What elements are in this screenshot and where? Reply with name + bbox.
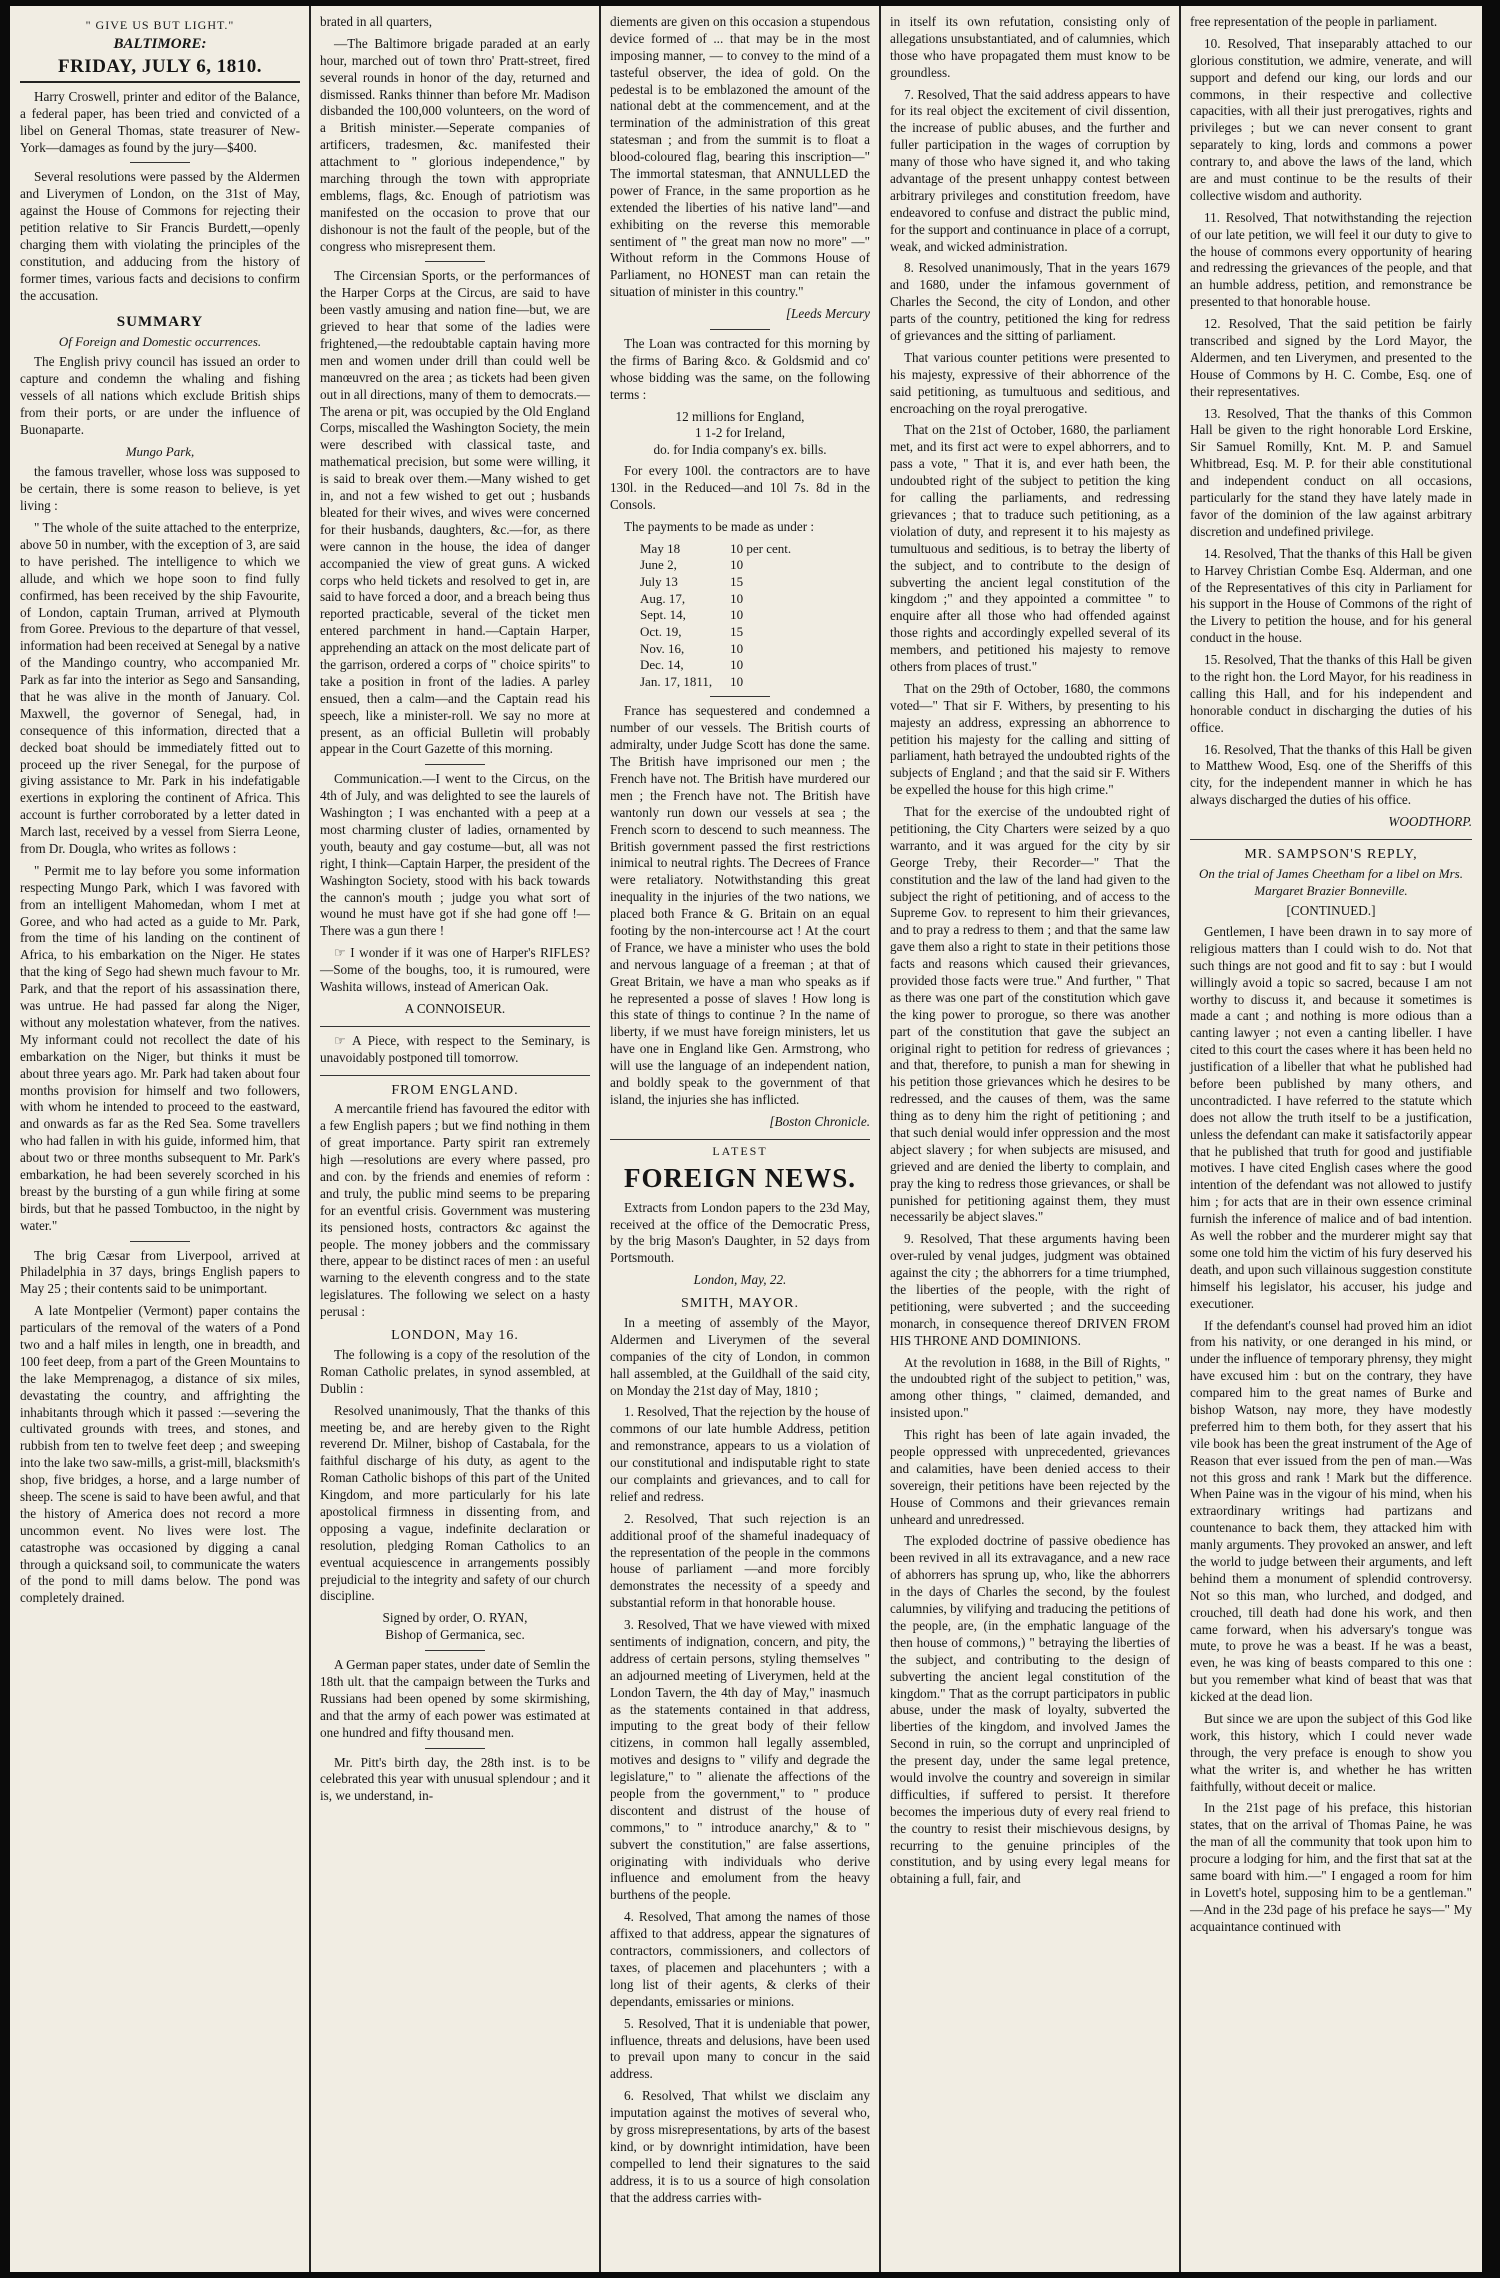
resolution: 11. Resolved, That notwithstanding the rejection of our late petition, we will feel it our duty to give to the house of commons every opportunity of hearing and redressing the grievances of the people, and that an humble address, petition, and remonstrance be presented to that honorable house.: [1190, 209, 1472, 310]
article-paragraph: The following is a copy of the resolution of the Roman Catholic prelates, in synod assembled, at Dublin :: [320, 1346, 590, 1396]
article-paragraph: Resolved unanimously, That the thanks of this meeting be, and are hereby given to the Right reverend Dr. Milner, bishop of Castabala, for the faithful discharge of his duty, as agent to the Roman Catholic bishops of this part of the United Kingdom, and more particularly for his late apostolical firmness in dissenting from, and opposing a vague, indefinite declaration or resolution, pledging Roman Catholics to an eventual acquiescence in arrangements possibly prejudicial to the integrity and safety of our church discipline.: [320, 1402, 590, 1604]
section-heading-summary: SUMMARY: [116, 313, 204, 330]
divider: [710, 329, 770, 330]
article-paragraph: Mr. Pitt's birth day, the 28th inst. is to be celebrated this year with unusual splendour ; and it is, we understand, in-: [320, 1754, 590, 1804]
article-paragraph: But since we are upon the subject of this God like work, this history, which I could never wade through, the very preface is enough to show you what the writer is, and whether he has written faithfully, without deceit or malice.: [1190, 1710, 1472, 1794]
article-paragraph: A German paper states, under date of Semlin the 18th ult. that the campaign between the Turks and Russians had been opened by some skirmishing, and that the army of each power was estimated at one hundred and fifty thousand men.: [320, 1657, 590, 1740]
article-paragraph: diements are given on this occasion a stupendous device formed of ... that may be in the most imposing manner, — to convey to the mind of a tasteful observer, the idea of gold. On the pedestal is to be emblazoned the amount of the national debt at the commencement, and at the termination of the administration of this great statesman ; and from the summit is to float a blood-coloured flag, bearing this inscription—" The immortal statesman, that ANNULLED the power of France, in the same proportion as he extended the liberties of his native land"—and exhibiting on the reverse this memorable sentiment of " the great man now no more" —" Without reform in the Commons House of Parliament, no HONEST man can retain the situation of minister in this country.": [610, 14, 870, 300]
column-3: [600, 6, 880, 2272]
table-row: Oct. 19, 15: [640, 623, 744, 639]
masthead-motto: " GIVE US BUT LIGHT.": [85, 18, 235, 32]
article-paragraph: The exploded doctrine of passive obedience has been revived in all its extravagance, and a new race of abhorrers has sprung up, who, like the abhorrers in the days of Charles the second, by the foulest calumnies, by vilifying and traducing the petitions of the people, are, (in the emphatic language of the then house of commons,) " betraying the liberties of the subject, and contributing to the design of subverting the ancient legal constitution of the kingdom." That as the corrupt participators in public abuse, under the mask of loyalty, subverted the liberties of the kingdom, and involved James the Second in ruin, so the corrupt and unprincipled of the present day, under the same legal pretence, would involve the country and sovereign in similar difficulties, if suffered to persist. It therefore becomes the imperious duty of every real friend to the country to resist their mischievous designs, by recurring to the genuine principles of the constitution, and by using every legal means for obtaining a full, fair, and: [890, 1533, 1170, 1887]
divider: [425, 261, 485, 262]
table-row: Sept. 14, 10: [640, 607, 744, 623]
resolution: 1. Resolved, That the rejection by the house of commons of our late humble Address, petition and remonstrance, appears to us a violation of our constitutional and indisputable right to state our complaints and grievances, and to call for relief and redress.: [610, 1404, 870, 1504]
resolution: 14. Resolved, That the thanks of this Hall be given to Harvey Christian Combe Esq. Alderman, and one of the Representatives of this city in Parliament for his support in the House of Commons of the right of the Livery to petition the house, and for his general conduct in the house.: [1190, 545, 1472, 646]
signature: Signed by order, O. RYAN,: [382, 1610, 528, 1626]
article-paragraph: A mercantile friend has favoured the editor with a few English papers ; but we find nothing in them of great importance. Party spirit ran extremely high —resolutions are every where passed, pro and con. by the friends and enemies of reform : and truly, the public mind seems to be preparing for an eventful crisis. Government was mustering its pensioned hosts, contractors &c against the people. The money jobbers and the commissary there, appear to be distinct races of men : an useful warning to the eleventh congress and to the state legislatures. The following we select on a hasty perusal :: [320, 1101, 590, 1320]
divider: [425, 1650, 485, 1651]
table-row: Dec. 14, 10: [640, 657, 744, 673]
article-paragraph: At the revolution in 1688, in the Bill of Rights, " the undoubted right of the subject to petition," was, among other things, " claimed, demanded, and insisted upon.": [890, 1354, 1170, 1421]
resolution: 12. Resolved, That the said petition be fairly transcribed and signed by the Lord Mayor, the Aldermen, and ten Liverymen, and presented to the House of Commons by H. C. Combe, Esq. one of their representatives.: [1190, 316, 1472, 399]
table-row: July 13 15: [640, 574, 744, 590]
signature: WOODTHORP.: [1388, 814, 1472, 830]
article-baltimore-brigade: —The Baltimore brigade paraded at an early hour, marched out of town thro' Pratt-street, fired several rounds in honor of the day, returned and dismissed. Ranks thinner than before Mr. Madison disbanded the 100,000 volunteers, on the word of a British minister.—Seperate companies of artificers, tradesmen, &c. manifested their attachment to " glorious independence," by marching through the town with appropriate emblems, flags, &c. Enough of patriotism was manifested on the occasion to prove that our dishonour is not the fault of the people, but of the congress who misrepresent them.: [320, 35, 590, 254]
subheading-trial: On the trial of James Cheetham for a libel on Mrs. Margaret Brazier Bonneville.: [1199, 865, 1463, 898]
divider: [1190, 839, 1472, 840]
article-paragraph: " Permit me to lay before you some information respecting Mungo Park, which I was favored with from an intelligent Mahomedan, whom I met at Goree, and who had acted as a guide to Mr. Park, from the time of his landing on the continent of Africa, to his embarkation on the Niger. He states that the king of Sego had shewn much favour to Mr. Park, and that the report of his assassination there, was untrue. He had passed far along the Niger, without any molestation whatever, from the natives. My informant could not recollect the date of his embarkation on the Niger, but thinks it must be about three years ago. Mr. Park had taken about four months provision for himself and two followers, with whom he intended to proceed to the eastward, and onwards as far as the Red Sea. Some travellers who had fallen in with his guide, informed him, that about two or three months subsequent to Mr. Park's embarkation, he had been severely scorched in his breast by the bursting of a gun while firing at some birds, but that he passed Tombuctoo, in the night by water.": [20, 862, 300, 1233]
payments-table: [640, 541, 809, 691]
source-attribution: [Boston Chronicle.: [769, 1113, 870, 1129]
article-paragraph: That for the exercise of the undoubted right of petitioning, the City Charters were seized by a quo warranto, and it was argued for the city by sir George Treby, their Recorder—" That the constitution and the law of the land had given to the subject the right of petitioning, and of access to the Supreme Gov. to represent to him their grievances, and to pray a redress to them ; and that the same law gave them also a right to state in their petitions those facts and reasons which caused their grievances, provided those facts were true." And further, " That as there was one part of the constitution which gave the king power to prorogue, so there was another part of the constitution that gave the subject an original right to petition for redress of grievances ; and that, therefore, to punish a man for shewing in his petition those grievances which he desires to be redressed, and the causes of them, was the same thing as to deny him the right of petitioning ; and that such denial would infer oppression and the most abject slavery ; for when subjects are misused, and grieved and are denied the liberty to complain, and pray the king to redress those grievances, or shall be punished for petitioning against them, they must necessarily be abject slaves.": [890, 804, 1170, 1225]
article-paragraph: in itself its own refutation, consisting only of allegations unsubstantiated, and of calumnies, which those who have propagated them must know to be groundless.: [890, 14, 1170, 80]
payments-heading: The payments to be made as under :: [624, 518, 815, 534]
article-heading-mungo-park: Mungo Park,: [125, 443, 195, 459]
article-croswell: Harry Croswell, printer and editor of the Balance, a federal paper, has been tried and convicted of a libel on General Thomas, state treasurer of New-York—damages as found by the jury—$400.: [20, 88, 300, 155]
article-brig-caesar: The brig Cæsar from Liverpool, arrived at Philadelphia in 37 days, brings English papers to May 25 ; their contents said to be unimportant.: [20, 1247, 300, 1297]
article-loan: The Loan was contracted for this morning by the firms of Baring &co. & Goldsmid and co' whose bidding was the same, on the following terms :: [610, 336, 870, 402]
resolution: 4. Resolved, That among the names of those affixed to that address, appear the signatures of contractors, commissioners, and collectors of taxes, of placemen and placehunters ; with a long list of their agents, & clerks of their dependants, emissaries or minions.: [610, 1909, 870, 2009]
loan-line: 12 millions for England,: [675, 408, 805, 424]
divider: [710, 696, 770, 697]
resolution: 15. Resolved, That the thanks of this Hall be given to the right hon. the Lord Mayor, for his readiness in calling this Hall, and for his independent and honorable conduct in discharging the duties of his office.: [1190, 652, 1472, 735]
signature-title: Bishop of Germanica, sec.: [385, 1627, 525, 1643]
article-paragraph: That on the 29th of October, 1680, the commons voted—" That sir F. Withers, by presenting to his majesty an address, expressing an abhorrence to petition his majesty for the calling and sitting of parliament, hath betrayed the undoubted rights of the subjects of England ; and that the said sir F. Withers be expelled the house for this high crime.": [890, 680, 1170, 798]
resolution: 13. Resolved, That the thanks of this Common Hall be given to the right honorable Lord Erskine, Sir Samuel Romilly, Knt. M. P. and Samuel Whitbread, Esq. M. P. for their able constitutional and independent conduct on all occasions, particularly for the stand they have lately made in favor of the dominion of the law against arbitrary discretion and undefined privilege.: [1190, 405, 1472, 539]
article-paragraph: If the defendant's counsel had proved him an idiot from his nativity, or one deranged in his mind, or under the influence of temporary phrensy, they might have excused him : but on the contrary, they have compared him to the great names of Burke and bishop Watson, nay more, they have modestly preferred him to them both, for they assert that his vile book has been the great instrument of the Age of Reason that ever issued from the pen of man.—Was not this gross and rank ! Mark but the difference. When Paine was in the vigour of his mind, when his extraordinary writings had partizans and countenance to back them, they attacked him with manly arguments. They provoked an answer, and left the world to judge between their arguments, and left behind them a monument of splendid controversy. Not so this man, who lurched, and dodged, and crouched, till death had done his work, and then came forward, when his adversary's tongue was mute, to prove he was a beast. If he was a beast, even, he was king of beasts compared to this one : but you remember what kind of beast that was that kicked at the dead lion.: [1190, 1317, 1472, 1705]
resolution: 2. Resolved, That such rejection is an additional proof of the shameful inadequacy of the representation of the people in the commons house of parliament —and more forcibly demonstrates the necessity of a speedy and substantial reform in that honorable house.: [610, 1510, 870, 1611]
table-row: June 2, 10: [640, 557, 744, 573]
column-1: [10, 6, 310, 2272]
column-2: [310, 6, 600, 2272]
notice-seminary: ☞ A Piece, with respect to the Seminary, is unavoidably postponed till tomorrow.: [320, 1032, 590, 1065]
article-circensian-sports: The Circensian Sports, or the performances of the Harper Corps at the Circus, are said to have been vastly amusing and nation fine—but, we are grieved to hear that some of the ladies were frightened,—the redoubtable captain having more men and women under drill than could well be manœuvred on the area ; as tickets had been given out in all directions, many of them to democrats.—The arena or pit, was occupied by the Old England Corps, miscalled the Washington Society, the mein were described with classical taste, and mathematical precision, but some were willing, it is said to break over them.—Many wished to get in, and not a few wished to get out ; husbands bleated for their wives, and wives were concerned for their husbands, daughters, &c.—for, as there were cannon in the house, the idea of danger accompanied the view of great guns. A wicked corps who held tickets and resolved to get in, are said to have forced a door, and a breach being thus reported practicable, several of the ticket men entered parchment in hand.—Captain Harper, apprehending an attack on the most delicate part of the garrison, ordered a corps of " choice spirits" to take a position in front of the ladies. A parley ensued, then a calm—and the Captain read his speech, like a minister-roll. We say no more at present, as an official Bulletin will probably appear in the Court Gazette of this morning.: [320, 268, 590, 757]
article-paragraph: " The whole of the suite attached to the enterprize, above 50 in number, with the exception of 3, are said to have perished. The intelligence to which we allude, and which we hope soon to find fully confirmed, has been received by the ship Favourite, of London, captain Truman, arrived at Plymouth from Goree. Previous to the departure of that vessel, information had been received at Senegal by a native of the Mandingo country, who accompanied Mr. Park as far into the interior as Sego and Sansanding, that he was alive in the month of January. Col. Maxwell, the governor of Senegal, had, in consequence of this information, directed that a decked boat should be immediately fitted out to proceed up the river Senegal, for the purpose of giving assistance to Mr. Park in his indefatigable exertions in exploring the continent of Africa. This account is further corroborated by a letter dated in March last, received by a vessel from Sierra Leone, from Dr. Dougla, who writes as follows :: [20, 520, 300, 857]
heading-foreign-news: FOREIGN NEWS.: [623, 1163, 857, 1194]
divider: [320, 1026, 590, 1027]
article-paragraph: For every 100l. the contractors are to have 130l. in the Reduced—and 10l 7s. 8d in the Consols.: [610, 463, 870, 513]
heading-sampson-reply: MR. SAMPSON'S REPLY,: [1244, 846, 1418, 862]
newspaper-page: [10, 6, 1482, 2272]
article-paragraph: That on the 21st of October, 1680, the parliament met, and its first act were to expel abhorrers, and to pass a vote, " That it is, and ever hath been, the undoubted right of the subject to petition the king for calling the parliaments, and redressing grievances ; that to traduce such petitioning, as a violation of duty, and represent it to his majesty as tumultuous and seditious, is to betray the liberty of the subject, and to contribute to the design of subverting the ancient legal constitution of the kingdom ;" and they appointed a committee " to enquire after all those who had offended against those rights and accordingly expelled several of its members, and petitioned his majesty to remove others from places of trust.": [890, 422, 1170, 674]
article-paragraph: Extracts from London papers to the 23d May, received at the office of the Democratic Press, by the brig Mason's Daughter, in 52 days from Portsmouth.: [610, 1199, 870, 1266]
article-paragraph: the famous traveller, whose loss was supposed to be certain, there is some reason to believe, is yet living :: [20, 464, 300, 514]
article-london-resolutions: Several resolutions were passed by the Aldermen and Liverymen of London, on the 31st of May, against the House of Commons for rejecting their petition relative to Sir Francis Burdett,—openly charging them with violating the principles of the constitution, and adducing from the history of former times, various facts and decisions to confirm the accusation.: [20, 169, 300, 303]
divider: [425, 764, 485, 765]
resolution: 7. Resolved, That the said address appears to have for its real object the excitement of civil dissention, the increase of public abuses, and the further and fuller participation in the wages of corruption by many of those who have signed it, and who taking advantage of the present unhappy contest between arbitrary privileges and constitution freedom, have endeavored to confuse and distract the public mind, for the support and continuance in place of a corrupt, weak, and wicked administration.: [890, 86, 1170, 254]
article-paragraph: ☞ I wonder if it was one of Harper's RIFLES?—Some of the boughs, too, it is rumoured, were Washita willows, instead of American Oak.: [320, 945, 590, 994]
article-montpelier-pond: A late Montpelier (Vermont) paper contains the particulars of the removal of the waters of a Pond two and a half miles in length, one in breadth, and 100 feet deep, from a part of the Green Mountains to the lake Memprenagog, a distance of six miles, devastating the country, and affrighting the inhabitants through which it passed :—severing the cultivated grounds with trees, and stones, and rubbish from ten to twelve feet deep ; and sweeping into the lake two saw-mills, a grist-mill, blacksmith's shop, five bridges, a horse, and a large number of sheep. The scene is said to have been awful, and that the history of America does not record a more uncommon event. No lives were lost. The catastrophe was occasioned by digging a canal through a quicksand soil, to communicate the waters of the pond to mill dams below. The pond was completely drained.: [20, 1303, 300, 1606]
section-subheading: Of Foreign and Domestic occurrences.: [58, 333, 262, 349]
heading-smith-mayor: SMITH, MAYOR.: [681, 1296, 799, 1312]
article-paragraph: In the 21st page of his preface, this historian states, that on the arrival of Thomas Paine, he was the man of all the community that took upon him to procure a lodging for him, and the first that sat at the same board with him.—" I engaged a room for him in Lovett's hotel, supposing him to be a gentleman." —And in the 23d page of his preface he says—" My acquaintance continued with: [1190, 1800, 1472, 1934]
article-france-britain: France has sequestered and condemned a number of our vessels. The British courts of admiralty, under Judge Scott has done the same. The British have imprisoned our men ; the French have not. The British have murdered our men ; the French have not. The British have wantonly run down our vessels at sea ; the French scorn to descend to such meanness. The British government passed the first restrictions inimical to neutral rights. The Decrees of France were retaliatory. Notwithstanding this great inequality in the injuries of the two nations, we placed both France & G. Britain on an equal footing by the non-intercourse act ! At the court of France, we have a minister who uses the bold and nervous language of a freeman ; at that of Great Britain, we have a man who speaks as if he represented a posse of slaves ! How long is this state of things to continue ? In the name of liberty, if we must have foreign ministers, let us have one in England like Gen. Armstrong, who will use the language of an independent nation, and boldly speak to the government of that island, the injuries she has inflicted.: [610, 703, 870, 1107]
resolution: 5. Resolved, That it is undeniable that power, influence, threats and delusions, have been used to prevail upon many to concur in the said address.: [610, 2015, 870, 2082]
article-paragraph: brated in all quarters,: [320, 14, 433, 29]
table-row: Jan. 17, 1811, 10: [640, 673, 744, 689]
article-paragraph: free representation of the people in parliament.: [1190, 14, 1438, 29]
table-row: Nov. 16, 10: [640, 640, 744, 656]
column-5: [1180, 6, 1482, 2272]
loan-line: do. for India company's ex. bills.: [653, 442, 827, 458]
table-row: Aug. 17, 10: [640, 590, 744, 606]
article-communication: Communication.—I went to the Circus, on the 4th of July, and was delighted to see the laurels of Washington ; I was enchanted with a peep at a most charming cluster of ladies, ornamented by youth, beauty and gay costume—but, all was not right, I think—Captain Harper, the president of the Washington Society, stood with his back towards the cannon's mouth ; judge you what sort of wound he must have got if she had gone off !—There was a gun there !: [320, 771, 590, 939]
source-attribution: [Leeds Mercury: [785, 306, 870, 322]
article-paragraph: This right has been of late again invaded, the people oppressed with unprecedented, grievances and calamities, have been denied access to their sovereign, their petitions have been rejected by the House of Commons and their grievances remain unheard and unredressed.: [890, 1427, 1170, 1527]
table-row: May 18 10 per cent.: [640, 540, 792, 556]
masthead-place: BALTIMORE:: [113, 36, 207, 53]
heading-latest: LATEST: [610, 1139, 870, 1159]
divider: [130, 162, 190, 163]
article-paragraph: That various counter petitions were presented to his majesty, expressive of their abhorrence of the said petitioning, as tumultuous and seditious, and encroaching on the royal prerogative.: [890, 349, 1170, 416]
loan-line: 1 1-2 for Ireland,: [694, 425, 786, 441]
article-privy-council: The English privy council has issued an order to capture and condemn the whaling and fishing vessels of all nations which exclude British ships from their ports, or are under the influence of Buonaparte.: [20, 354, 300, 437]
dateline: London, May, 22.: [693, 1272, 787, 1288]
divider: [425, 1748, 485, 1749]
resolution: 8. Resolved unanimously, That in the years 1679 and 1680, under the infamous government of Charles the Second, the city of London, and other parts of the country, petitioned the king for redress of grievances and the sitting of parliament.: [890, 260, 1170, 344]
resolution: 9. Resolved, That these arguments having been over-ruled by venal judges, judgment was obtained against the city ; the abhorrers for a time triumphed, the liberties of the people, with the right of petitioning, were subverted ; and the succeeding monarch, in consequence thereof DRIVEN FROM HIS THRONE AND DOMINIONS.: [890, 1231, 1170, 1348]
column-4: [880, 6, 1180, 2272]
resolution: 16. Resolved, That the thanks of this Hall be given to Matthew Wood, Esq. one of the Sheriffs of this city, for the independent manner in which he has always discharged the duties of his office.: [1190, 741, 1472, 808]
masthead-date: FRIDAY, JULY 6, 1810.: [20, 55, 300, 83]
article-paragraph: Gentlemen, I have been drawn in to say more of religious matters than I could wish to do. Not that such things are not good and fit to say : but I would willingly avoid a topic so sacred, because I am not worthy to discuss it, and because it sometimes is made a cant ; and nothing is more odious than a canting lawyer ; not even a canting libeller. I have cited to this court the cases where it has been held no justification of a libeller that what he published had before been published by many others, and uncontradicted. I have referred to the statute which does not allow the truth itself to be a justification, unless the defendant can make it satisfactorily appear that he published that truth for good and justifiable motives. I have cited English cases where the good intention of the defendant was not allowed to justify him ; for acts that are in their own essence criminal furnish the inference of malice and of bad intention. As well the robber and the murderer might say that some one told him the victim of his fury deserved his death, and upon such villainous suggestion constitute himself his legislator, his accuser, his judge and executioner.: [1190, 924, 1472, 1311]
article-paragraph: In a meeting of assembly of the Mayor, Aldermen and Liverymen of the several companies of the city of London, in common hall assembled, at the Guildhall of the said city, on Monday the 21st day of May, 1810 ;: [610, 1314, 870, 1398]
signature: A CONNOISEUR.: [404, 1000, 506, 1016]
dateline: LONDON, May 16.: [391, 1328, 519, 1344]
resolution: 10. Resolved, That inseparably attached to our glorious constitution, we admire, venerate, and will support and defend our king, our lords and our commons, in their respective and collective capacities, with all their just prerogatives, rights and privileges ; but we can never consent to grant separately to king, lords and commons a power contrary to, and above the laws of the land, which are and must continue to be the results of their collective wisdom and authority.: [1190, 35, 1472, 203]
resolution: 3. Resolved, That we have viewed with mixed sentiments of indignation, concern, and pity, the address of certain persons, styling themselves " an adjourned meeting of Liverymen, held at the London Tavern, the 4th day of May," inasmuch as the statements contained in that address, imputing to the great body of their fellow citizens, in common hall legally assembled, motives and designs to " vilify and degrade the legislature," to " alienate the affections of the people from the government," to " produce discontent and distrust of the house of commons," to " introduce anarchy," & to " subvert the constitution," are false assertions, originating with individuals who derive influence and emolument from the heavy burthens of the people.: [610, 1617, 870, 1903]
resolution: 6. Resolved, That whilst we disclaim any imputation against the motives of several who, by gross misrepresentations, by arts of the basest kind, or by downright intimidation, have been compelled to lend their signatures to the said address, it is to us a source of high consolation that the address carries with-: [610, 2088, 870, 2205]
section-heading-from-england: FROM ENGLAND.: [391, 1082, 519, 1098]
continued-label: [CONTINUED.]: [1286, 903, 1376, 919]
divider: [320, 1075, 590, 1076]
divider: [130, 1241, 190, 1242]
